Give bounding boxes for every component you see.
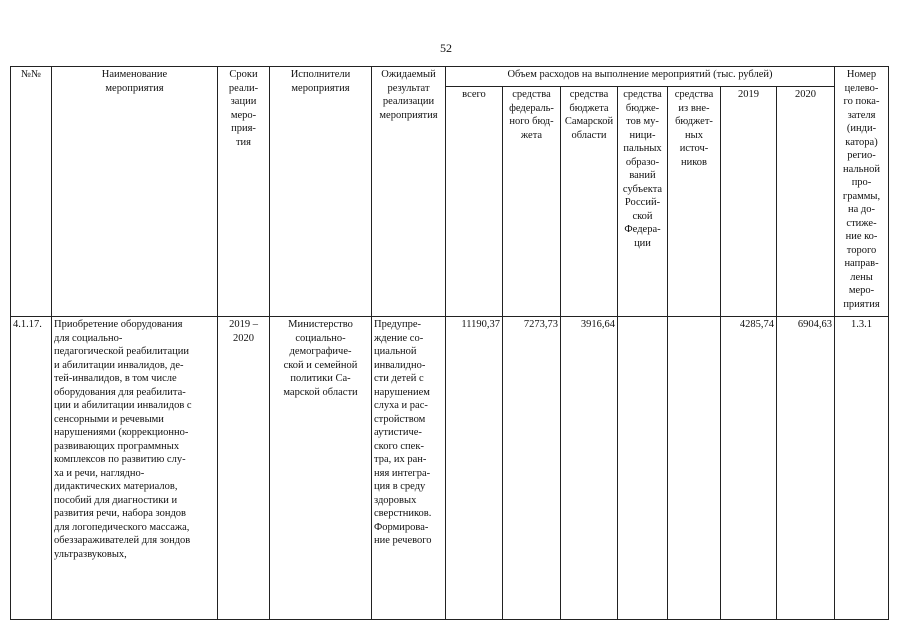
header-year-2020: 2020 [777,87,835,317]
row-regional: 3916,64 [561,317,618,620]
row-2020: 6904,63 [777,317,835,620]
expenses-table [10,66,889,620]
header-federal-budget: средства федераль- ного бюд- жета [503,87,561,317]
row-executors: Министерство социально- демографиче- ской и семейной политики Са- марской области [270,317,372,620]
header-name: Наименование мероприятия [52,67,218,317]
header-indicator-number: Номер целево- го пока- зателя (инди- катора) регио- нальной про- граммы, на до- стиже- ние ко- торого направ- лены меро- приятия [835,67,889,317]
row-indicator: 1.3.1 [835,317,889,620]
header-terms: Сроки реали- зации меро- прия- тия [218,67,270,317]
row-2019: 4285,74 [721,317,777,620]
row-name: Приобретение оборудования для социально- педагогической реабилитации и абилитации инвалидов, де- тей-инвалидов, в том числе оборудования для реабилита- ции и абилитации инвалидов с сенсорными и речевыми нарушениями (коррекционно- развивающих программных комплексов по развитию слу- ха и речи, наглядно- дидактических материалов, пособий для диагностики и развития речи, набора зондов для логопедического массажа, обеззараживателей для зондов ультразвуковых, [52,317,218,620]
row-federal: 7273,73 [503,317,561,620]
row-expected-result: Предупре- ждение со- циальной инвалидно- сти детей с нарушением слуха и рас- стройством аутистиче- ского спек- тра, их ран- няя интегра- ция в среду здоровых сверстников. Формирова- ние речевого [372,317,446,620]
header-year-2019: 2019 [721,87,777,317]
page-number: 52 [440,41,452,55]
row-number: 4.1.17. [11,317,52,620]
header-regional-budget: средства бюджета Самарской области [561,87,618,317]
header-row-top [11,67,889,87]
header-num: №№ [11,67,52,317]
header-total: всего [446,87,503,317]
header-extrabudgetary: средства из вне- бюджет- ных источ- ников [668,87,721,317]
row-extrabudgetary [668,317,721,620]
header-expense-volume: Объем расходов на выполнение мероприятий (тыс. рублей) [446,67,835,87]
row-total: 11190,37 [446,317,503,620]
row-terms: 2019 – 2020 [218,317,270,620]
header-expected-result: Ожидаемый результат реализации мероприятия [372,67,446,317]
row-municipal [618,317,668,620]
header-municipal-budget: средства бюдже- тов му- ници- пальных образо- ваний субъекта Россий- ской Федера- ции [618,87,668,317]
table-row [11,317,889,620]
header-executors: Исполнители мероприятия [270,67,372,317]
